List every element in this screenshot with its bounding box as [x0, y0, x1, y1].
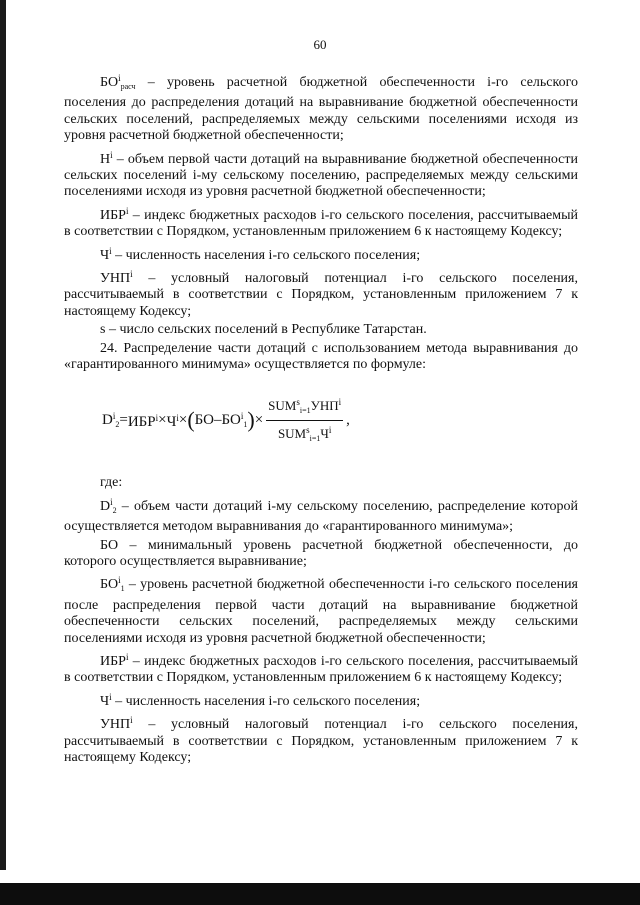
- definition-d2: $D^i_2$ – объем части дотаций i-му сельскому поселению, распределение которой осуществляется методом выравнивания до «гарантированного минимума»;: [64, 496, 578, 535]
- paragraph-24: 24. Распределение части дотаций с использованием метода выравнивания до «гарантированного минимума» осуществляется по формуле:: [64, 340, 578, 373]
- formula-d2-symbol: $D^i_2$: [102, 410, 120, 429]
- formula-fraction: [266, 394, 343, 448]
- formula-ch: $Ч^i$: [166, 413, 179, 431]
- symbol-unp-2: УНП$^i$: [100, 715, 133, 733]
- symbol-d2: $D^i_2$: [100, 496, 117, 515]
- where-label: где:: [100, 475, 123, 491]
- scan-left-edge: [0, 0, 6, 870]
- definition-unp: УНП$^i$ – условный налоговый потенциал i-го сельского поселения, рассчитываемый в соответствии с Порядком, установленным приложением 7 к настоящему Кодексу;: [64, 269, 578, 319]
- symbol-ibr: ИБР$^i$: [100, 205, 129, 223]
- definition-s: s – число сельских поселений в Республике Татарстан.: [100, 322, 427, 338]
- symbol-bo1: $БО^i_1$: [100, 575, 125, 594]
- definition-ibr-2: ИБР$^i$ – индекс бюджетных расходов i-го сельского поселения, рассчитываемый в соответствии с Порядком, установленным приложением 6 к настоящему Кодексу;: [64, 651, 578, 686]
- page-number: 60: [313, 37, 327, 52]
- formula-ibr: ИБР$^i$: [127, 413, 159, 431]
- symbol-n: $Н^i$: [100, 149, 113, 167]
- definition-n: $Н^i$ – объем первой части дотаций на выравнивание бюджетной обеспеченности сельских поселений i-му сельскому поселению, распределяемых между сельскими поселениями исходя из уровня расчетной бюджетной обеспеченности;: [64, 149, 579, 200]
- symbol-ch-2: $Ч^i$: [100, 691, 112, 709]
- symbol-ch: $Ч^i$: [100, 245, 112, 263]
- fraction-denominator: $SUM^s_{i=1}Ч^i$: [277, 424, 332, 443]
- definition-ch-2: $Ч^i$ – численность населения i-го сельского поселения;: [100, 691, 421, 709]
- formula-d2: $D^i_2$ = ИБР$^i$ × $Ч^i$ × ( БО – $БО^i_1$ ) × $\frac{SUM^s_{i=1}УНП^i}{SUM^s_{i=1}Ч^i}$ ,: [102, 394, 578, 448]
- definition-bo: БО – минимальный уровень расчетной бюджетной обеспеченности, до которого осуществляется выравнивание;: [64, 537, 578, 569]
- symbol-unp: УНП$^i$: [100, 269, 133, 287]
- document-body: [64, 70, 578, 768]
- symbol-bo-rasch: $БО^i_{расч}$: [100, 73, 136, 91]
- definition-unp-2: УНП$^i$ – условный налоговый потенциал i-го сельского поселения, рассчитываемый в соответствии с Порядком, установленным приложением 7 к настоящему Кодексу;: [64, 715, 578, 765]
- symbol-ibr-2: ИБР$^i$: [100, 651, 129, 669]
- definition-ch: $Ч^i$ – численность населения i-го сельского поселения;: [100, 245, 421, 263]
- definition-bo-rasch: $БО^i_{расч}$ – уровень расчетной бюджетной обеспеченности i-го сельского поселения до распределения дотаций на выравнивание бюджетной обеспеченности сельских поселений, распределяемых между сельскими поселениями исходя из уровня расчетной бюджетной обеспеченности;: [64, 73, 578, 144]
- formula-bo1: $БО^i_1$: [221, 410, 248, 429]
- scan-bottom-edge: [0, 883, 640, 905]
- definition-ibr: ИБР$^i$ – индекс бюджетных расходов i-го сельского поселения, рассчитываемый в соответствии с Порядком, установленным приложением 6 к настоящему Кодексу;: [64, 205, 578, 240]
- definition-bo1: $БО^i_1$ – уровень расчетной бюджетной обеспеченности i-го сельского поселения после распределения первой части дотаций на выравнивание бюджетной обеспеченности сельских поселений, распределяемых между сельскими поселениями исходя из уровня расчетной бюджетной обеспеченности;: [64, 575, 578, 646]
- fraction-numerator: $SUM^s_{i=1}УНП^i$: [266, 394, 343, 421]
